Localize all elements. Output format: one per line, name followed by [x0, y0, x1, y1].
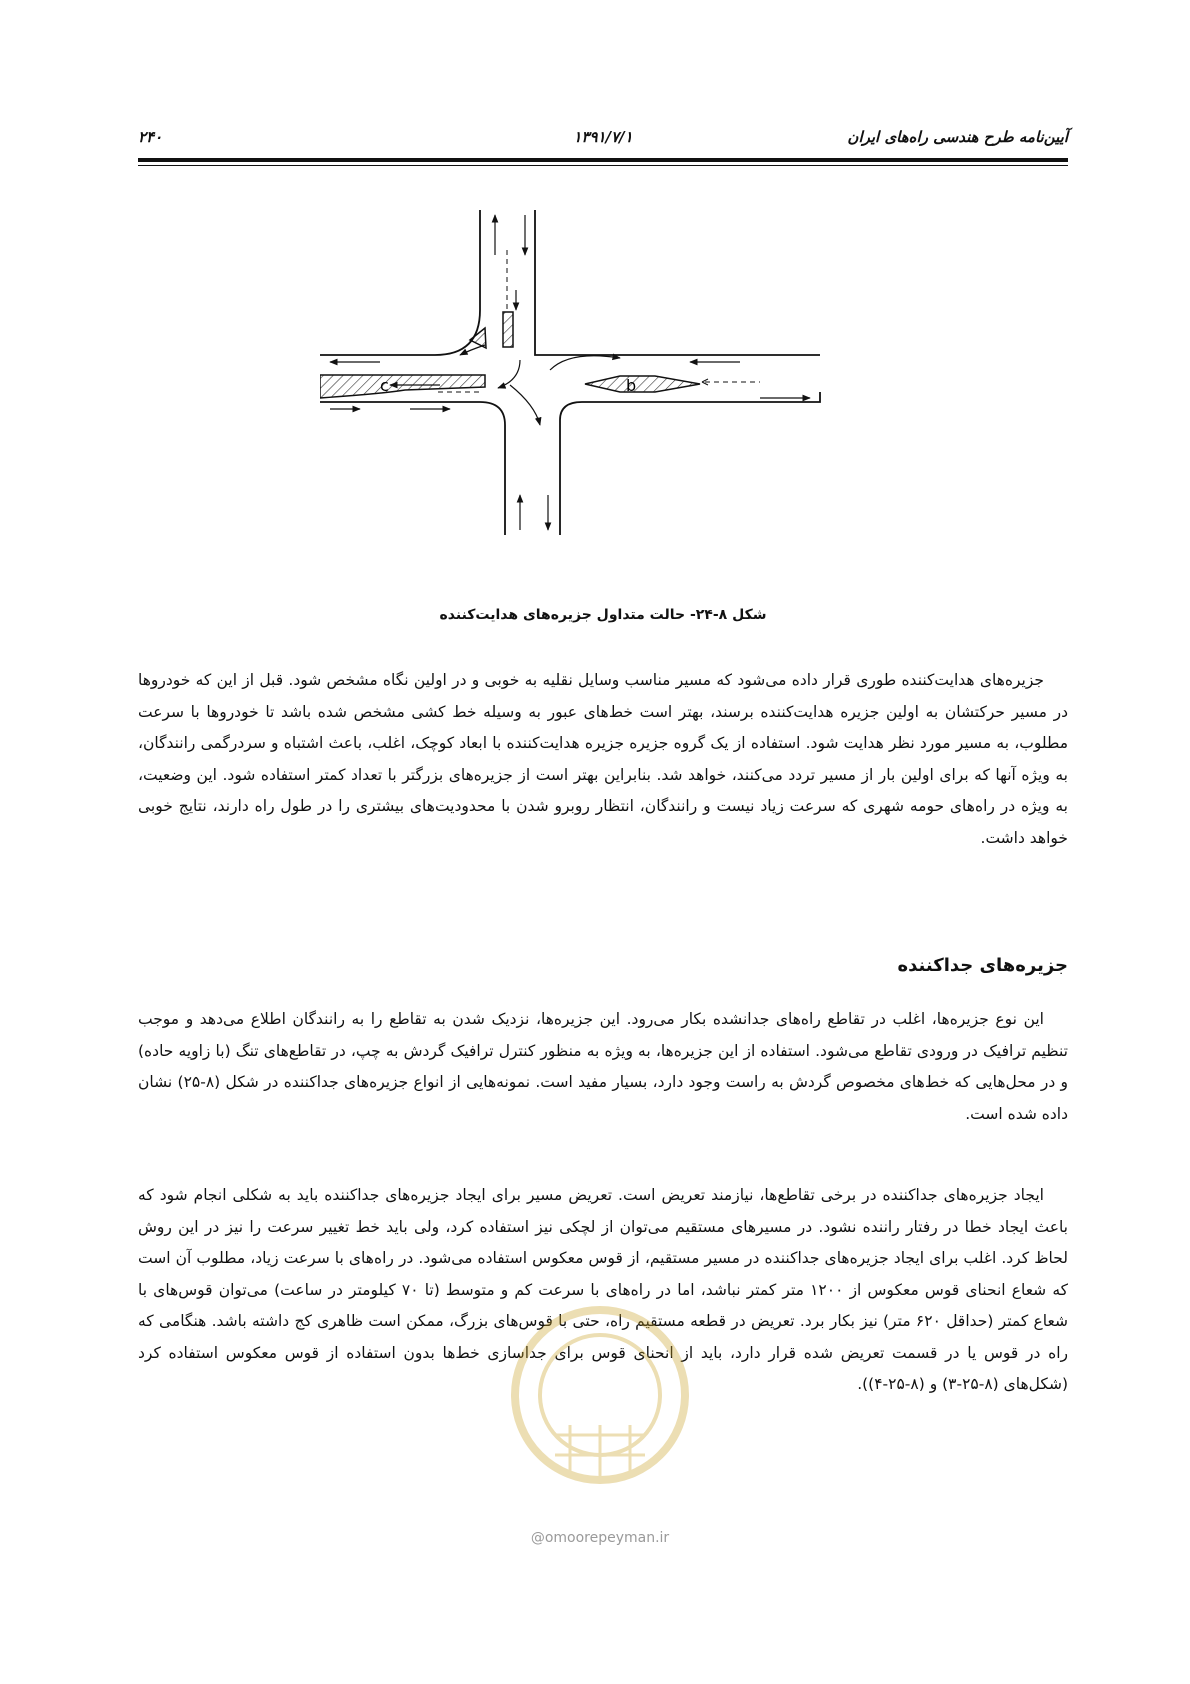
intersection-diagram [320, 210, 880, 570]
page-header [138, 128, 1068, 154]
header-date: ۱۳۹۱/۷/۱ [573, 128, 633, 146]
paragraph-guiding-islands [138, 665, 1068, 854]
label-b: b [626, 376, 637, 395]
book-title: آیین‌نامه طرح هندسی راه‌های ایران [847, 128, 1068, 146]
watermark-url: @omoorepeyman.ir [530, 1530, 670, 1546]
center-dashes [438, 250, 760, 392]
paragraph-text: ایجاد جزیره‌های جداکننده در برخی تقاطع‌ها، نیازمند تعریض است. تعریض مسیر برای ایجاد جزیره‌های جداکننده باید به شکلی انجام شود که باعث ایجاد خطا در رفتار راننده نشود. در مسیرهای مستقیم می‌توان از لچکی نیز استفاده کرد، ولی باید خط تغییر سرعت را نیز در این روش لحاظ کرد. اغلب برای ایجاد جزیره‌های جداکننده در مسیر مستقیم، از قوس معکوس استفاده می‌شود. در راه‌های با سرعت زیاد، مطلوب آن است که شعاع انحنای قوس معکوس از ۱۲۰۰ متر کمتر نباشد، اما در راه‌های با سرعت کم و متوسط (تا ۷۰ کیلومتر در ساعت) می‌توان قوس‌های با شعاع کمتر (حداقل ۶۲۰ متر) نیز بکار برد. تعریض در قطعه مستقیم راه، حتی با قوس‌های بزرگ، ممکن است ظاهری کج داشته باشد. هنگامی که راه در قوس یا در قسمت تعریض شده قرار دارد، باید از انحنای قوس برای جداسازی خط‌ها بدون استفاده از قوس معکوس استفاده کرد (شکل‌های (۸-۲۵-۳) و (۸-۲۵-۴)). [138, 1186, 1069, 1393]
island-c [320, 375, 485, 398]
figure-caption: شکل ۸-۲۴- حالت متداول جزیره‌های هدایت‌کننده [439, 607, 767, 623]
island-north [503, 312, 513, 347]
header-rule-thick [138, 158, 1068, 162]
watermark-logo [500, 1285, 700, 1525]
section-heading: جزیره‌های جداکننده [897, 955, 1068, 976]
paragraph-text: این نوع جزیره‌ها، اغلب در تقاطع راه‌های جدانشده بکار می‌رود. این جزیره‌ها، نزدیک شدن به تقاطع را به رانندگان اطلاع می‌دهد و موجب تنظیم ترافیک در ورودی تقاطع می‌شود. استفاده از این جزیره‌ها، به ویژه به منظور کنترل ترافیک گردش به چپ، در تقاطع‌های تنگ (با زاویه حاده) و در محل‌هایی که خط‌های مخصوص گردش به راست وجود دارد، بسیار مفید است. نمونه‌هایی از انواع جزیره‌های جداکننده در شکل (۸-۲۵) نشان داده شده است. [138, 1010, 1068, 1123]
paragraph-text: جزیره‌های هدایت‌کننده طوری قرار داده می‌شود که مسیر مناسب وسایل نقلیه به خوبی و در اولین نگاه مشخص شود. قبل از این که خودروها در مسیر حرکتشان به اولین جزیره هدایت‌کننده برسند، بهتر است خط‌های عبور به وسیله خط کشی مشخص شده باشد تا خودروها با سرعت مطلوب، به مسیر مورد نظر هدایت شود. استفاده از یک گروه جزیره جزیره هدایت‌کننده با ابعاد کوچک، اغلب، باعث اشتباه و سردرگمی رانندگان، به ویژه آنها که برای اولین بار از مسیر تردد می‌کنند، خواهد شد. بنابراین بهتر است از جزیره‌های بزرگتر با تعداد کمتر استفاده شود. این وضعیت، به ویژه در راه‌های حومه شهری که سرعت زیاد نیست و رانندگان، انتظار روبرو شدن با محدودیت‌های بیشتری را در طول راه دارند، نتایج خوبی خواهد داشت. [138, 671, 1068, 847]
page-number: ۲۴۰ [138, 128, 163, 146]
label-c: c [380, 376, 389, 395]
header-rule-thin [138, 165, 1068, 166]
island-b [585, 376, 700, 392]
road-edges [320, 210, 820, 535]
flow-arrows [330, 215, 810, 530]
paragraph-separator-islands [138, 1004, 1068, 1130]
